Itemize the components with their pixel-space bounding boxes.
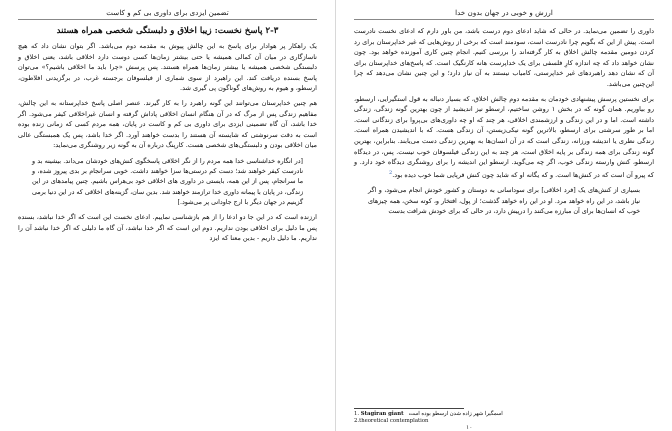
body-paragraph: هم چنین خداپرستان می‌توانند این گونه راهبرد را به کار گیرند. عنصر اصلی پاسخ خداپرستانه به این چالش، مفاهیم زندگی پس از مرگ که در آن هنگام انسان اخلاقی پاداش گرفته و انسان غیراخلاقی کیفر می‌شود. اگر خدا باشد، آن گاه تضمینی ایزدی برای داوری بی کم و کاست در پایان، همه مردم کسی که زمانی زنده بوده است به دقت سرنوشتی که شایسته آن هستند را بدست خواهند آورد. اگر خدا باشد، پس یک همبستگی عالی میان اخلاقی بودن و دلبستگی‌های شخصی هست. کارپنگ درباره آن به گونه زیر روشنگری می‌نماید: [18, 98, 317, 150]
quote-text: بسیاری از کنش‌های یک [فرد اخلاقی] برای سوداسانی به دوستان و کشور خودش انجام می‌شود، و اگر نیاز باشد، در این راه خواهد مرد. او در این راه خواهد گذشت؛ از پول، افتخار و، کوته سخن، همه چیزهای خوب که انسان‌ها برای آن مبارزه می‌کنند را درپیش دارد، در حالی که برای خودش شرافت بدست [368, 187, 640, 215]
block-quote [368, 186, 640, 217]
page-number: ۱۰ [466, 424, 473, 431]
footnote-ref[interactable]: 2 [389, 169, 393, 176]
body-paragraph: ارزنده است که در این جا دو ادعا را از هم بازشناسی نماییم. ادعای نخست این است که اگر خدا نباشد، بسنده پس ما دلیل برای اخلاقی بودن نداریم. دوم این است که اگر خدا نباشد، آن گاه ما دلیلی که اگر خدا نباشد آن را نداریم. ما دلیل داریم - بدین معنا که ایزد [18, 212, 317, 243]
footnote-persian: اسمگیرا شهر زاده شدن ارسطو بوده است [408, 411, 503, 417]
quote-text: [در انگاره خداشناسی خدا همه مردم را از نگر اخلاقی پاسخگوی کنش‌های خودشان می‌داند. بیشینه بد و نادرست کیفر خواهند شد؛ دست کم درستی‌ها سزا خواهند داشت. خوبی سرانجام بر بدی پیروز شده، و ما سرانجام، پس از این همه، بایستی در داوری های اخلاقی خود بی‌هراس باشیم. چنین پیامدهای در این زندگی، در پایان با پیمانه داوری خدا ترازمند خواهند شد. بدین سان، گزینه‌های اخلاقی که در این دنیا برمی گزینیم در جهان دیگر با ارج جاودانی پر می‌شود.] [32, 157, 303, 206]
running-header: ارزش و خوبی در جهان بدون خدا [354, 8, 654, 20]
footnote-item: 2.theoretical contemplation [354, 418, 429, 424]
footnote-number: 2 [354, 418, 358, 424]
running-header: تضمین ایزدی برای داوری بی کم و کاست [18, 8, 317, 20]
footnote-divider [354, 408, 464, 409]
right-page [336, 0, 672, 431]
body-paragraph: داوری را تضمین می‌نماید. در حالی که شاید ادعای دوم درست باشد، من باور دارم که ادعای نخست نادرست است. پیش از این که بگویم چرا نادرست است، سودمند است که برخی از روش‌هایی که غیر خداپرستان برای رد کردن دومین مقدمه چالش اخلاق به کار گرفته‌اند را بررسی کنیم. انجام چنین کاری آموزنده خواهد بود. چون نشان خواهد داد که چه اندازه کارِ فلسفی برای یک خداپرست هانه کارنگیک است. که پاسخ‌های خداپرستان برای آن که نشان دهد راهبردهای غیر خداپرستی، کامیاب نیستند به آن نیاز دارد؛ و این چنین نشان می‌دهد که چرا این‌چنین می‌باشد. [354, 27, 654, 88]
footnote-number: 1 [354, 411, 358, 417]
body-text: برای نخستین پرسش پیشنهادی خودمان به مقدمه دوم چالش اخلاق، که بسیار دنباله به قول استگیرایی، ارسطو، رو بیاوریم. همان گونه که در بخش ۱ روشن ساختیم، ارسطو نیز اندیشید از چون بهترین گونه زندگی، زندگی داشته است. اما و در این زندگی و ارزشمندی اخلاقی، هر چند که او چه داوری‌های بی‌پروا برای زندگانی است. اما بر طور سرشتی برای ارسطو، بالاترین گونه نیکی‌زیستن، آن زندگی هست. که با اندیشیدن همراه است. زندگی نظری یا اندیشه ورزانه، زندگی است که در آن انسان‌ها به بهترین زندگی دست می‌یابند. بنابراین، بهترین گونه زندگی برای همه زندگی بر پایه اخلاق است، هر چند به این زندگی فیلسوفان خوب نیست. پس، در دیدگاه ارسطو، کنش وارسته زندگی خوب، اگر چه می‌گوید. ارسطو این اندیشه را برای روشنگری دیدگاه خود دارد. و که پیرو آن است که در کنش‌ها است. و که یگانه او که شاید چون کنش فرپایی شما خوب دیده بود. [354, 94, 654, 179]
section-heading: ۲-۳ پاسخ نخست: زیبا اخلاق و دلبستگی شخصی همراه هستند [56, 26, 279, 36]
footnotes [354, 408, 654, 425]
block-quote [32, 157, 303, 208]
footnote-item: 1. Stagiran giant اسمگیرا شهر زاده شدن ارسطو بوده است [354, 411, 503, 417]
footnote-english: theoretical contemplation [359, 418, 429, 424]
body-paragraph: یک راهکار پر هوادار برای پاسخ به این چالش پیوش به مقدمه دوم می‌باشد. اگر بتوان نشان داد که هیچ ناسازگاری در میان آن کمالی همیشه یا حتی بیشتر زمان‌ها کسی دوست دارد اخلاقی باشد، یعنی اخلاق و دلبستگی شخصی همیشه یا بیشتر زمان‌ها همراه هستند. پس پرسش «چرا باید ما اخلاقی باشیم؟» می‌توان پاسخ بسنده دریافت کند. این راهبرد از سوی شماری از فیلسوفان برجسته غرب، در برگزیدنی افلاطون، ارسطو، و هیوم به روش‌های گوناگون پی گیری شد. [18, 42, 317, 93]
body-paragraph [354, 94, 654, 181]
footnote-english: Stagiran giant [360, 411, 404, 417]
